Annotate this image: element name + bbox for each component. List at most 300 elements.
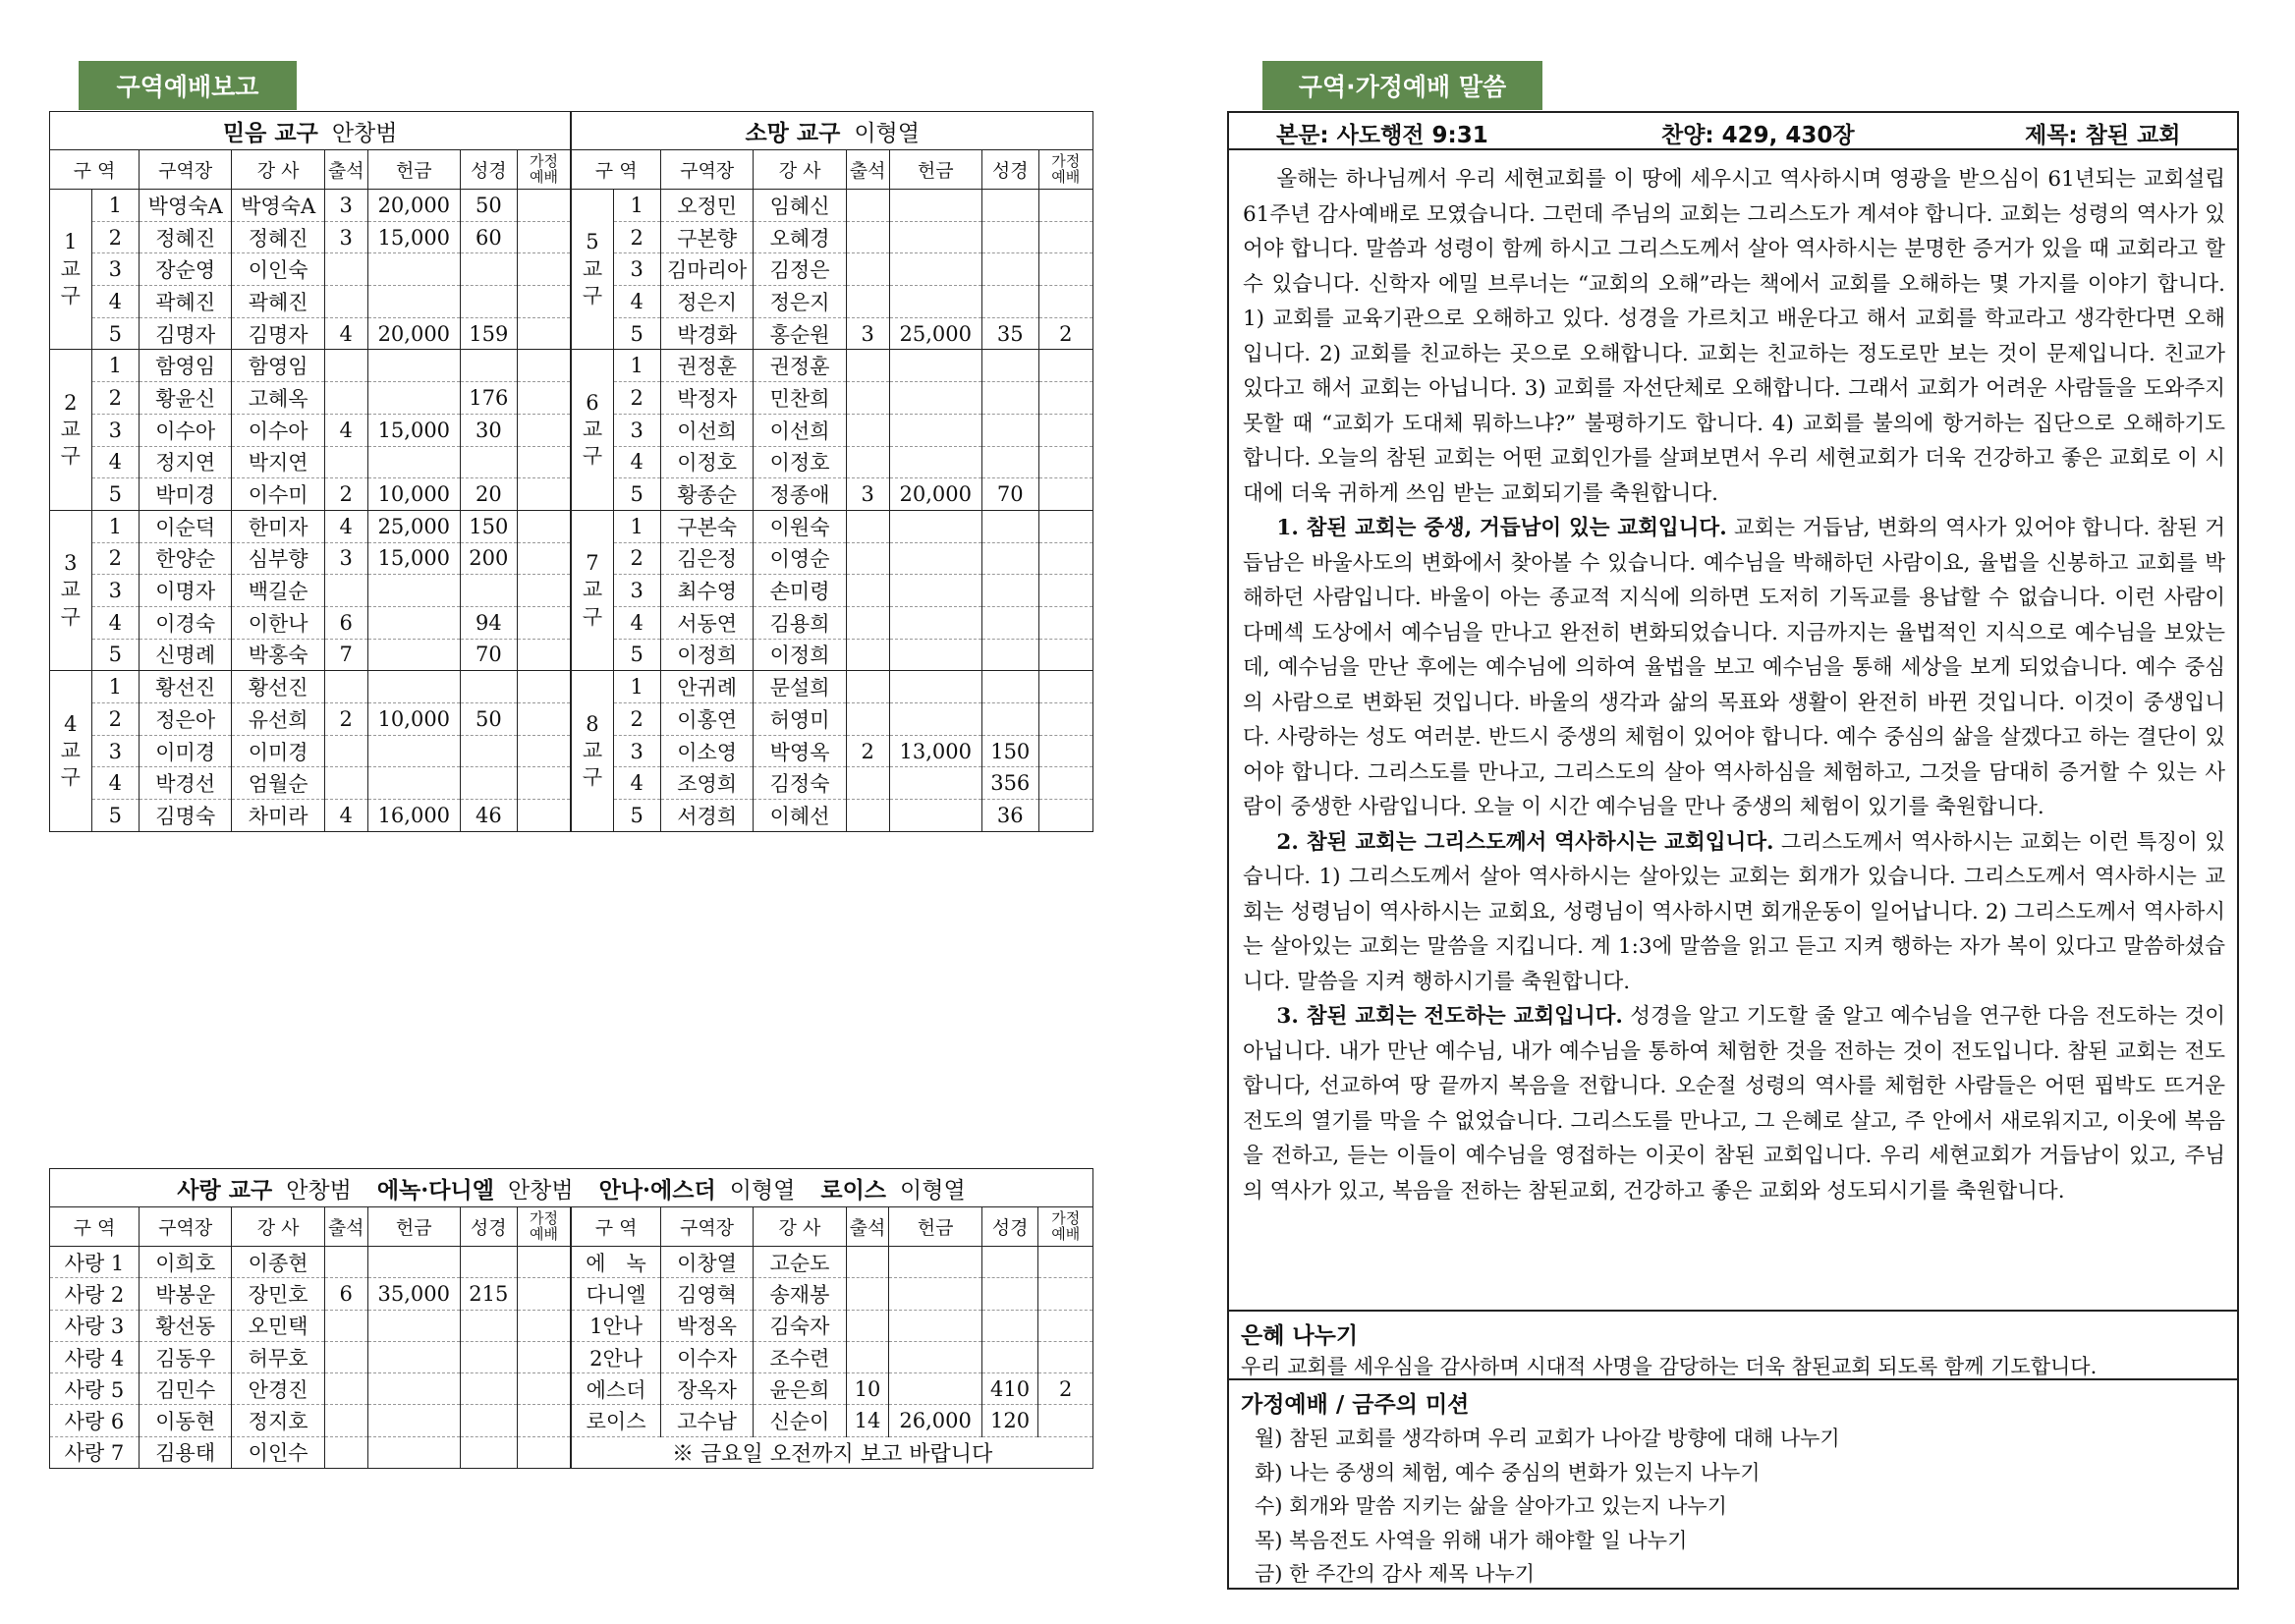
cell: 4 xyxy=(613,446,660,478)
cell xyxy=(367,575,460,607)
cell: 조영희 xyxy=(660,767,753,800)
cell xyxy=(846,671,889,703)
cell xyxy=(1038,800,1092,832)
cell: 김영혁 xyxy=(660,1278,753,1310)
cell: 김용희 xyxy=(754,606,846,639)
cell xyxy=(889,606,981,639)
cell: 김명자 xyxy=(232,317,324,350)
cell: 장옥자 xyxy=(660,1373,753,1405)
cell xyxy=(517,575,571,607)
district-label: 7 교 구 xyxy=(571,510,613,670)
cell xyxy=(517,800,571,832)
cell: 3 xyxy=(324,190,367,222)
cell xyxy=(461,350,518,382)
cell xyxy=(517,1247,571,1278)
cell: 이정호 xyxy=(754,446,846,478)
cell xyxy=(846,606,889,639)
cell xyxy=(981,1247,1038,1278)
district-label: 6 교 구 xyxy=(571,350,613,510)
cell xyxy=(889,1247,981,1278)
cell xyxy=(517,1373,571,1405)
cell xyxy=(981,221,1038,253)
cell xyxy=(461,767,518,800)
cell: 70 xyxy=(461,639,518,671)
mission-item: 월) 참된 교회를 생각하며 우리 교회가 나아갈 방향에 대해 나누기 xyxy=(1255,1427,1840,1450)
cell: 3 xyxy=(324,542,367,575)
mission-item: 화) 나는 중생의 체험, 예수 중심의 변화가 있는지 나누기 xyxy=(1255,1460,1761,1484)
sermon-panel xyxy=(1227,111,2239,1590)
cell: 박영숙A xyxy=(232,190,324,222)
sermon-hymn: 찬양: 429, 430장 xyxy=(1661,123,1855,148)
district-label: 8 교 구 xyxy=(571,671,613,831)
cell xyxy=(517,1341,571,1372)
cell: 이동현 xyxy=(139,1405,231,1436)
cell: 13,000 xyxy=(889,735,981,767)
cell: 이인수 xyxy=(232,1436,324,1468)
cell: 이창열 xyxy=(660,1247,753,1278)
cell: 이선희 xyxy=(660,414,753,446)
cell xyxy=(517,703,571,736)
cell: 박지연 xyxy=(232,446,324,478)
offering-header: 헌금 xyxy=(889,1207,981,1247)
cell: 허영미 xyxy=(754,703,846,736)
cell: 3 xyxy=(613,253,660,286)
district-label: 2 교 구 xyxy=(50,350,92,510)
cell xyxy=(846,542,889,575)
cell: 다니엘 xyxy=(571,1278,660,1310)
cell xyxy=(1038,639,1092,671)
point-body: 그리스도께서 역사하시는 교회는 이런 특징이 있습니다. 1) 그리스도께서 살아 역사하시는 살아있는 교회는 회개가 있습니다. 그리스도께서 역사하시는 교회는 성령님이 역사하시는 교회요, 성령님이 역사하시면 회개운동이 일어납니다. 2) 그리스도께서 역사하시는 살아있는 교회는 말씀을 지킵니다. 계 1:3에 말씀을 읽고 듣고 지켜 행하는 자가 복이 있다고 말씀하셨습니다. 말씀을 지켜 행하시기를 축원합니다. xyxy=(1243,829,2225,994)
cell: 사랑 5 xyxy=(50,1373,140,1405)
cell: 50 xyxy=(461,190,518,222)
cell: 3 xyxy=(91,575,139,607)
cell: 2 xyxy=(1038,1373,1093,1405)
cell: 410 xyxy=(981,1373,1038,1405)
cell xyxy=(889,350,981,382)
cell: 1 xyxy=(613,510,660,542)
cell xyxy=(1038,1310,1093,1341)
cell: 권정훈 xyxy=(754,350,846,382)
sermon-passage: 본문: 사도행전 9:31 xyxy=(1276,123,1488,148)
cell xyxy=(981,190,1038,222)
cell: 사랑 2 xyxy=(50,1278,140,1310)
cell: 1 xyxy=(613,350,660,382)
cell xyxy=(1038,286,1092,318)
cell xyxy=(367,606,460,639)
cell xyxy=(1038,1278,1093,1310)
cell xyxy=(517,1405,571,1436)
cell: 김정은 xyxy=(754,253,846,286)
cell: 5 xyxy=(91,800,139,832)
cell: 200 xyxy=(461,542,518,575)
cell xyxy=(846,253,889,286)
cell: 정은아 xyxy=(139,703,231,736)
cell xyxy=(846,1310,889,1341)
cell: 최수영 xyxy=(660,575,753,607)
cell: 4 xyxy=(613,767,660,800)
attendance-header: 출석 xyxy=(324,1207,367,1247)
cell xyxy=(846,639,889,671)
cell: 황선진 xyxy=(232,671,324,703)
cell: 유선희 xyxy=(232,703,324,736)
cell: 120 xyxy=(981,1405,1038,1436)
mission-heading: 가정예배 / 금주의 미션 xyxy=(1241,1392,1470,1418)
cell: 이한나 xyxy=(232,606,324,639)
section-tab-sermon: 구역·가정예배 말씀 xyxy=(1262,61,1542,110)
cell xyxy=(460,1405,517,1436)
cell: 이수아 xyxy=(232,414,324,446)
cell: 150 xyxy=(981,735,1038,767)
cell: 176 xyxy=(461,382,518,415)
cell: 정혜진 xyxy=(139,221,231,253)
cell: 정은지 xyxy=(660,286,753,318)
bible-header: 성경 xyxy=(461,150,518,190)
district-label: 3 교 구 xyxy=(50,510,92,670)
cell: 3 xyxy=(91,735,139,767)
cell: 3 xyxy=(846,317,889,350)
family-worship-header: 가정 예배 xyxy=(1038,1207,1093,1247)
group-pastor: 이형열 xyxy=(729,1177,796,1204)
cell xyxy=(889,703,981,736)
cell xyxy=(889,575,981,607)
cell: 6 xyxy=(324,1278,367,1310)
cell xyxy=(517,639,571,671)
group-name: 안나·에스더 xyxy=(598,1176,716,1204)
cell: 이정희 xyxy=(754,639,846,671)
table-title-row xyxy=(50,112,1093,150)
cell: 이인숙 xyxy=(232,253,324,286)
cell: 신명례 xyxy=(139,639,231,671)
cell: 2 xyxy=(613,542,660,575)
cell: 곽혜진 xyxy=(139,286,231,318)
cell: 홍순원 xyxy=(754,317,846,350)
cell: 구본숙 xyxy=(660,510,753,542)
cell xyxy=(1038,671,1092,703)
cell: 15,000 xyxy=(367,414,460,446)
cell: 20 xyxy=(461,478,518,511)
cell: 곽혜진 xyxy=(232,286,324,318)
cell xyxy=(461,575,518,607)
cell xyxy=(889,414,981,446)
cell xyxy=(846,414,889,446)
cell xyxy=(846,1341,889,1372)
cell: 15,000 xyxy=(367,221,460,253)
cell xyxy=(460,1436,517,1468)
sermon-point-3 xyxy=(1243,999,2225,1208)
cell xyxy=(324,1405,367,1436)
district-label: 5 교 구 xyxy=(571,190,613,350)
cell xyxy=(324,286,367,318)
cell: 한미자 xyxy=(232,510,324,542)
point-body: 교회는 거듭남, 변화의 역사가 있어야 합니다. 참된 거듭남은 바울사도의 변화에서 찾아볼 수 있습니다. 예수님을 박해하던 사람이요, 율법을 신봉하고 교회를 박해하던 사람입니다. 바울이 아는 종교적 지식에 의하면 도저히 기독교를 용납할 수 없습니다. 이런 사람이 다메섹 도상에서 예수님을 만나고 완전히 변화되었습니다. 지금까지는 율법적인 지식으로 예수님을 보았는데, 예수님을 만난 후에는 예수님에 의하여 율법을 보고 예수님을 통해 세상을 보게 되었습니다. 예수 중심의 사람으로 변화된 것입니다. 바울의 생각과 삶의 목표와 생활이 완전히 바뀐 것입니다. 이것이 중생입니다. 사랑하는 성도 여러분. 반드시 중생의 체험이 있어야 합니다. 예수 중심의 삶을 살겠다고 하는 결단이 있어야 합니다. 그리스도를 만나고, 그리스도의 살아 역사하심을 체험하고, 그것을 담대히 증거할 수 있는 사람이 중생한 사람입니다. 오늘 이 시간 예수님을 만나 중생의 체험이 있기를 축원합니다. xyxy=(1243,516,2226,819)
cell: 송재봉 xyxy=(754,1278,846,1310)
cell xyxy=(981,350,1038,382)
cell: 이경숙 xyxy=(139,606,231,639)
cell: 4 xyxy=(324,800,367,832)
cell xyxy=(981,382,1038,415)
cell xyxy=(517,671,571,703)
cell: 이명자 xyxy=(139,575,231,607)
parish-title-right xyxy=(571,112,1092,150)
cell: 황선동 xyxy=(139,1310,231,1341)
cell xyxy=(367,286,460,318)
teacher-header: 강 사 xyxy=(754,1207,846,1247)
cell xyxy=(517,478,571,511)
cell xyxy=(324,1373,367,1405)
cell xyxy=(889,1278,981,1310)
cell xyxy=(846,446,889,478)
cell: 이수자 xyxy=(660,1341,753,1372)
cell: 권정훈 xyxy=(660,350,753,382)
cell: 20,000 xyxy=(367,317,460,350)
cell: 오민택 xyxy=(232,1310,324,1341)
cell: 4 xyxy=(91,767,139,800)
grace-heading: 은혜 나누기 xyxy=(1241,1323,1359,1349)
table-row xyxy=(50,510,1093,542)
grace-sharing-section xyxy=(1229,1310,2237,1380)
cell xyxy=(889,1373,981,1405)
cell: 박미경 xyxy=(139,478,231,511)
cell xyxy=(324,382,367,415)
cell xyxy=(981,446,1038,478)
cell: 4 xyxy=(324,510,367,542)
district-report-table xyxy=(49,111,1093,832)
cell xyxy=(981,575,1038,607)
cell xyxy=(1038,350,1092,382)
cell xyxy=(324,671,367,703)
parish-pastor: 안창범 xyxy=(331,120,398,146)
cell xyxy=(981,1310,1038,1341)
cell: 2 xyxy=(91,542,139,575)
cell: 3 xyxy=(324,221,367,253)
cell: 안경진 xyxy=(232,1373,324,1405)
cell: 정은지 xyxy=(754,286,846,318)
cell xyxy=(981,703,1038,736)
cell: 박봉운 xyxy=(139,1278,231,1310)
cell: 4 xyxy=(613,606,660,639)
cell xyxy=(517,735,571,767)
table-row xyxy=(50,190,1093,222)
cell xyxy=(460,1373,517,1405)
cell xyxy=(367,639,460,671)
cell xyxy=(460,1310,517,1341)
cell xyxy=(461,735,518,767)
leader-header: 구역장 xyxy=(139,1207,231,1247)
sermon-intro: 올해는 하나님께서 우리 세현교회를 이 땅에 세우시고 역사하시며 영광을 받으심이 61년되는 교회설립 61주년 감사예배로 모였습니다. 그런데 주님의 교회는 그리스도가 계셔야 합니다. 교회는 성령의 역사가 있어야 합니다. 말씀과 성령이 함께 하시고 그리스도께서 살아 역사하시는 분명한 증거가 있을 때 교회라고 할 수 있습니다. 신학자 에밀 브루너는 “교회의 오해”라는 책에서 교회를 오해하는 몇 가지를 이야기 합니다. 1) 교회를 교육기관으로 오해하고 있다. 성경을 가르치고 배운다고 해서 교회를 학교라고 생각한다면 오해입니다. 2) 교회를 친교하는 곳으로 오해합니다. 교회는 친교하는 정도로만 보는 것이 문제입니다. 친교가 있다고 해서 교회는 아닙니다. 3) 교회를 자선단체로 오해합니다. 그래서 교회가 어려운 사람들을 도와주지 못할 때 “교회가 도대체 뭐하느냐?” 불평하기도 합니다. 4) 교회를 불의에 항거하는 집단으로 오해하기도 합니다. 오늘의 참된 교회는 어떤 교회인가를 살펴보면서 우리 세현교회가 더욱 건강하고 좋은 교회로 이 시대에 더욱 귀하게 쓰임 받는 교회되기를 축원합니다. xyxy=(1243,167,2225,506)
cell xyxy=(517,221,571,253)
cell: 30 xyxy=(461,414,518,446)
cell xyxy=(517,190,571,222)
cell xyxy=(889,253,981,286)
cell xyxy=(367,671,460,703)
cell: 20,000 xyxy=(367,190,460,222)
cell: 4 xyxy=(91,606,139,639)
cell: 35,000 xyxy=(367,1278,460,1310)
cell: 박홍숙 xyxy=(232,639,324,671)
cell xyxy=(846,510,889,542)
cell: 이순덕 xyxy=(139,510,231,542)
cell: 4 xyxy=(91,446,139,478)
cell: 이소영 xyxy=(660,735,753,767)
cell xyxy=(517,1436,571,1468)
cell: 에 녹 xyxy=(571,1247,660,1278)
table-row xyxy=(50,1247,1093,1278)
cell xyxy=(1038,735,1092,767)
cell xyxy=(460,1341,517,1372)
cell xyxy=(981,510,1038,542)
cell xyxy=(1038,221,1092,253)
cell xyxy=(324,575,367,607)
point-heading: 2. 참된 교회는 그리스도께서 역사하시는 교회입니다. xyxy=(1276,829,1774,855)
cell xyxy=(517,606,571,639)
cell xyxy=(367,1405,460,1436)
cell xyxy=(981,414,1038,446)
district-label: 1 교 구 xyxy=(50,190,92,350)
cell xyxy=(324,1436,367,1468)
cell: 25,000 xyxy=(889,317,981,350)
family-worship-header: 가정 예배 xyxy=(517,150,571,190)
cell: 2 xyxy=(324,478,367,511)
cell: 356 xyxy=(981,767,1038,800)
cell xyxy=(889,639,981,671)
cell xyxy=(367,446,460,478)
group-pastor: 안창범 xyxy=(286,1177,352,1204)
cell: 황윤신 xyxy=(139,382,231,415)
cell: 2 xyxy=(324,703,367,736)
cell: 이수미 xyxy=(232,478,324,511)
table-row xyxy=(50,350,1093,382)
cell xyxy=(461,253,518,286)
cell: 3 xyxy=(846,478,889,511)
cell xyxy=(324,253,367,286)
cell xyxy=(1038,446,1092,478)
cell xyxy=(1038,1247,1093,1278)
cell: 2 xyxy=(846,735,889,767)
cell: 서동연 xyxy=(660,606,753,639)
cell: 장순영 xyxy=(139,253,231,286)
cell xyxy=(1038,703,1092,736)
cell xyxy=(846,800,889,832)
mission-item: 금) 한 주간의 감사 제목 나누기 xyxy=(1255,1562,1536,1586)
cell xyxy=(981,542,1038,575)
cell: 김동우 xyxy=(139,1341,231,1372)
cell: 정혜진 xyxy=(232,221,324,253)
cell xyxy=(367,735,460,767)
leader-header: 구역장 xyxy=(139,150,231,190)
cell: 차미라 xyxy=(232,800,324,832)
cell xyxy=(1038,382,1092,415)
cell xyxy=(889,1310,981,1341)
cell xyxy=(846,286,889,318)
cell xyxy=(367,1247,460,1278)
offering-header: 헌금 xyxy=(367,1207,460,1247)
cell: 3 xyxy=(91,253,139,286)
cell xyxy=(517,1310,571,1341)
cell: 7 xyxy=(324,639,367,671)
bottom-title xyxy=(50,1169,1093,1207)
cell: 5 xyxy=(613,639,660,671)
cell: 박정옥 xyxy=(660,1310,753,1341)
cell xyxy=(889,382,981,415)
cell: 엄월순 xyxy=(232,767,324,800)
cell: 황종순 xyxy=(660,478,753,511)
table-row xyxy=(50,1405,1093,1436)
report-deadline-note: ※ 금요일 오전까지 보고 바랍니다 xyxy=(571,1436,1092,1468)
cell: 1 xyxy=(91,671,139,703)
leader-header: 구역장 xyxy=(660,1207,753,1247)
cell: 3 xyxy=(613,735,660,767)
cell: 159 xyxy=(461,317,518,350)
cell xyxy=(1038,1341,1093,1372)
cell xyxy=(461,671,518,703)
cell xyxy=(517,446,571,478)
table-row xyxy=(50,1278,1093,1310)
cell xyxy=(846,190,889,222)
cell: 민찬희 xyxy=(754,382,846,415)
cell xyxy=(517,510,571,542)
cell: 사랑 3 xyxy=(50,1310,140,1341)
family-worship-header: 가정 예배 xyxy=(1038,150,1092,190)
bible-header: 성경 xyxy=(981,1207,1038,1247)
cell: 5 xyxy=(91,639,139,671)
cell xyxy=(981,671,1038,703)
district-label: 4 교 구 xyxy=(50,671,92,831)
cell xyxy=(517,382,571,415)
cell xyxy=(517,317,571,350)
cell: 문설희 xyxy=(754,671,846,703)
district-header: 구 역 xyxy=(571,1207,660,1247)
family-worship-header: 가정 예배 xyxy=(517,1207,571,1247)
cell: 이정호 xyxy=(660,446,753,478)
cell: 윤은희 xyxy=(754,1373,846,1405)
cell: 4 xyxy=(324,414,367,446)
cell xyxy=(367,382,460,415)
cell xyxy=(1038,478,1092,511)
cell xyxy=(1038,190,1092,222)
cell xyxy=(889,800,981,832)
cell: 20,000 xyxy=(889,478,981,511)
bible-header: 성경 xyxy=(981,150,1038,190)
cell: 이영순 xyxy=(754,542,846,575)
cell: 70 xyxy=(981,478,1038,511)
cell: 박정자 xyxy=(660,382,753,415)
cell: 1안나 xyxy=(571,1310,660,1341)
cell: 정종애 xyxy=(754,478,846,511)
teacher-header: 강 사 xyxy=(754,150,846,190)
cell xyxy=(981,639,1038,671)
cell: 2 xyxy=(1038,317,1092,350)
cell xyxy=(981,286,1038,318)
point-heading: 1. 참된 교회는 중생, 거듭남이 있는 교회입니다. xyxy=(1276,516,1727,540)
cell xyxy=(846,575,889,607)
district-header: 구 역 xyxy=(50,150,140,190)
cell: 이미경 xyxy=(232,735,324,767)
cell: 50 xyxy=(461,703,518,736)
cell xyxy=(981,253,1038,286)
cell xyxy=(846,767,889,800)
cell: 60 xyxy=(461,221,518,253)
cell: 2 xyxy=(613,382,660,415)
cell xyxy=(517,350,571,382)
cell: 한양순 xyxy=(139,542,231,575)
cell xyxy=(889,1341,981,1372)
parish-pastor: 이형열 xyxy=(854,120,920,146)
cell: 10 xyxy=(846,1373,889,1405)
cell xyxy=(517,286,571,318)
cell: 백길순 xyxy=(232,575,324,607)
cell: 신순이 xyxy=(754,1405,846,1436)
cell xyxy=(517,1278,571,1310)
